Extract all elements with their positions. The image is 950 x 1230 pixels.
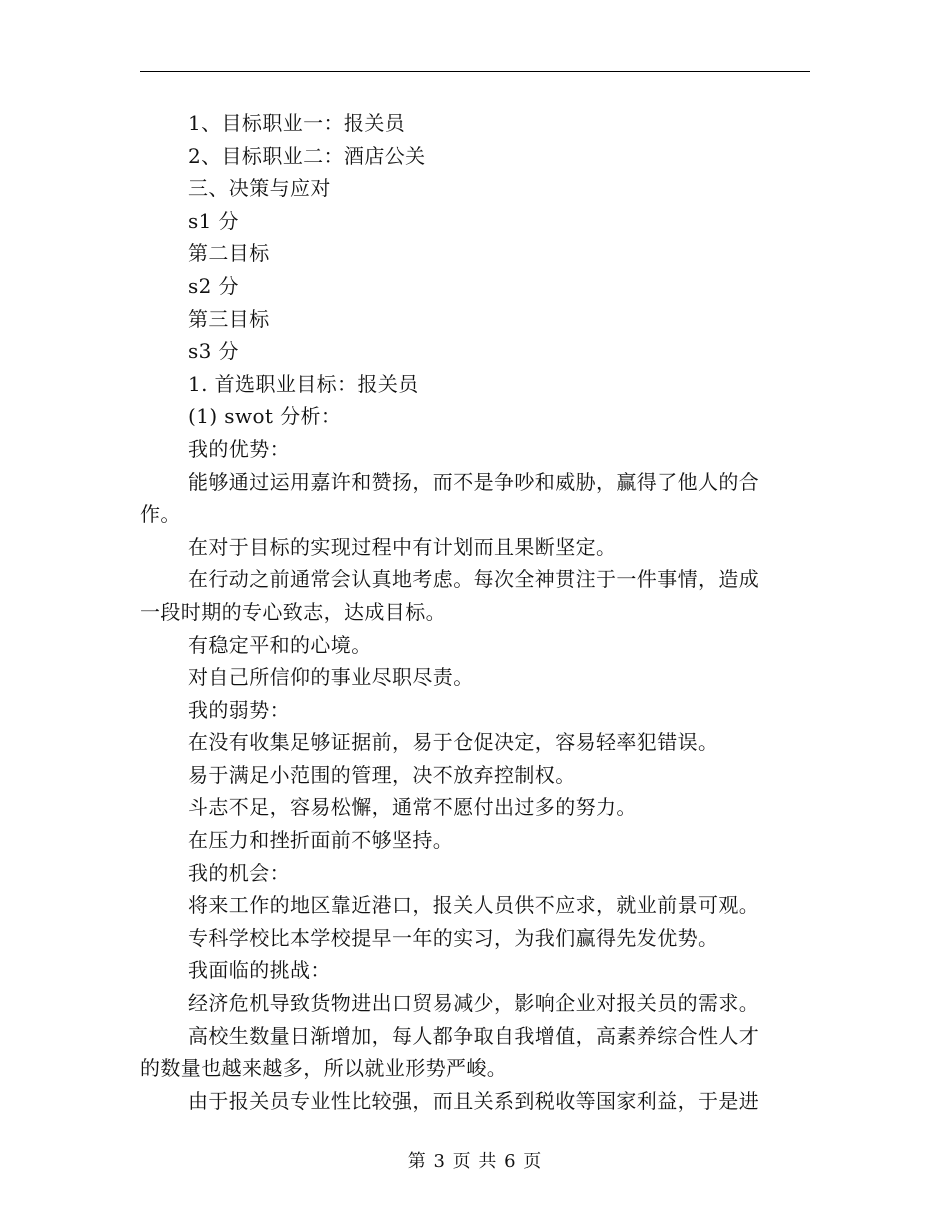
text-line: s3 分	[188, 339, 239, 364]
text-line: 高校生数量日渐增加，每人都争取自我增值，高素养综合性人才	[188, 1023, 760, 1048]
text-line: 经济危机导致货物进出口贸易减少，影响企业对报关员的需求。	[188, 991, 760, 1016]
text-line: 我面临的挑战：	[188, 958, 331, 983]
text-line: 在没有收集足够证据前，易于仓促决定，容易轻率犯错误。	[188, 730, 719, 755]
page-number-footer: 第 3 页 共 6 页	[407, 1151, 543, 1172]
text-line: 专科学校比本学校提早一年的实习，为我们赢得先发优势。	[188, 925, 719, 950]
text-line: 有稳定平和的心境。	[188, 632, 372, 657]
text-line: 第三目标	[188, 306, 270, 331]
text-line: s1 分	[188, 208, 239, 233]
text-line: 在对于目标的实现过程中有计划而且果断坚定。	[188, 534, 617, 559]
text-line: 2、目标职业二：酒店公关	[188, 143, 426, 168]
text-line: 在行动之前通常会认真地考虑。每次全神贯注于一件事情，造成	[188, 567, 760, 592]
header-rule	[140, 71, 810, 72]
text-line: s2 分	[188, 273, 239, 298]
text-line: 将来工作的地区靠近港口，报关人员供不应求，就业前景可观。	[188, 893, 760, 918]
text-line: 我的弱势：	[188, 697, 290, 722]
text-line: 斗志不足，容易松懈，通常不愿付出过多的努力。	[188, 795, 637, 820]
text-line: 三、决策与应对	[188, 176, 331, 201]
text-line: (1) swot 分析：	[188, 404, 342, 429]
text-line: 能够通过运用嘉许和赞扬，而不是争吵和威胁，赢得了他人的合	[188, 469, 760, 494]
document-body	[140, 107, 800, 1117]
text-line: 在压力和挫折面前不够坚持。	[188, 828, 454, 853]
text-line: 我的优势：	[188, 436, 290, 461]
text-line: 1、目标职业一：报关员	[188, 111, 406, 135]
text-line: 对自己所信仰的事业尽职尽责。	[188, 665, 474, 690]
text-line: 我的机会：	[188, 860, 290, 885]
text-line: 作。	[140, 502, 181, 527]
text-line: 的数量也越来越多，所以就业形势严峻。	[140, 1056, 508, 1081]
text-line: 一段时期的专心致志，达成目标。	[140, 599, 446, 624]
text-line: 易于满足小范围的管理，决不放弃控制权。	[188, 762, 576, 787]
text-line: 1. 首选职业目标：报关员	[188, 371, 419, 396]
text-line: 由于报关员专业性比较强，而且关系到税收等国家利益，于是进	[188, 1088, 760, 1113]
text-line: 第二目标	[188, 241, 270, 266]
